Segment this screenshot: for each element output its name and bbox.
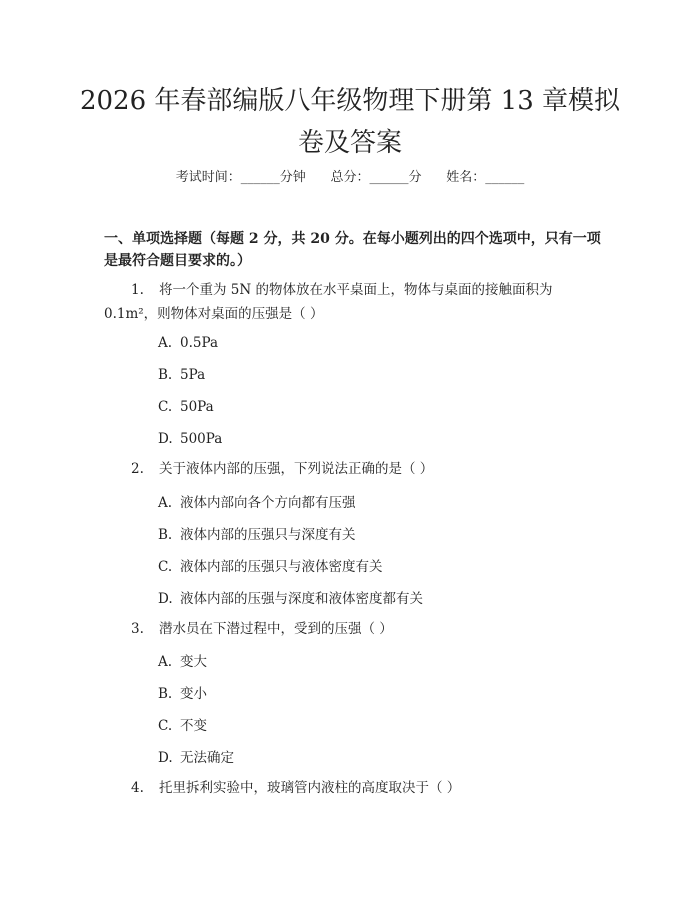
option-item	[158, 493, 598, 513]
option-letter: B.	[158, 686, 173, 702]
exam-meta-line: 考试时间：______分钟 总分：______分 姓名：______	[175, 170, 525, 185]
option-text: 变大	[180, 654, 207, 670]
option-item	[158, 333, 598, 353]
question-number: 4.	[131, 780, 144, 796]
question-1	[104, 278, 594, 326]
option-text: 500Pa	[180, 431, 223, 447]
option-item	[158, 397, 598, 417]
option-letter: A.	[158, 654, 173, 670]
option-text: 液体内部的压强与深度和液体密度都有关	[180, 591, 423, 607]
option-text: 液体内部的压强只与液体密度有关	[180, 559, 383, 575]
page-title: 2026 年春部编版八年级物理下册第 13 章模拟卷及答案	[79, 86, 621, 158]
option-letter: A.	[158, 495, 173, 511]
option-letter: C.	[158, 559, 173, 575]
question-4	[104, 776, 594, 800]
question-3	[104, 617, 594, 641]
question-text: 关于液体内部的压强，下列说法正确的是（ ）	[159, 461, 434, 477]
option-text: 50Pa	[180, 399, 214, 415]
option-item	[158, 557, 598, 577]
section-heading: 一、单项选择题（每题 2 分，共 20 分。在每小题列出的四个选项中，只有一项是最符合题目要求的。）	[104, 231, 601, 269]
option-letter: A.	[158, 335, 173, 351]
option-item	[158, 748, 598, 768]
option-letter: C.	[158, 399, 173, 415]
option-item	[158, 525, 598, 545]
option-text: 液体内部的压强只与深度有关	[180, 527, 356, 543]
option-item	[158, 716, 598, 736]
option-text: 5Pa	[180, 367, 206, 383]
option-letter: D.	[158, 431, 173, 447]
option-letter: C.	[158, 718, 173, 734]
option-text: 不变	[180, 718, 207, 734]
option-text: 变小	[180, 686, 207, 702]
option-letter: D.	[158, 750, 173, 766]
question-number: 3.	[131, 621, 144, 637]
option-item	[158, 589, 598, 609]
option-letter: B.	[158, 367, 173, 383]
question-text: 托里拆利实验中，玻璃管内液柱的高度取决于（ ）	[159, 780, 461, 796]
question-2	[104, 457, 594, 481]
option-item	[158, 684, 598, 704]
question-number: 2.	[131, 461, 144, 477]
option-item	[158, 429, 598, 449]
option-item	[158, 365, 598, 385]
option-text: 液体内部向各个方向都有压强	[180, 495, 356, 511]
option-letter: B.	[158, 527, 173, 543]
option-letter: D.	[158, 591, 173, 607]
question-text: 潜水员在下潜过程中，受到的压强（ ）	[159, 621, 393, 637]
question-text: 将一个重为 5N 的物体放在水平桌面上，物体与桌面的接触面积为 0.1m²，则物体对桌面的压强是（ ）	[104, 282, 553, 322]
option-text: 无法确定	[180, 750, 234, 766]
option-text: 0.5Pa	[180, 335, 218, 351]
question-number: 1.	[131, 282, 144, 298]
option-item	[158, 652, 598, 672]
